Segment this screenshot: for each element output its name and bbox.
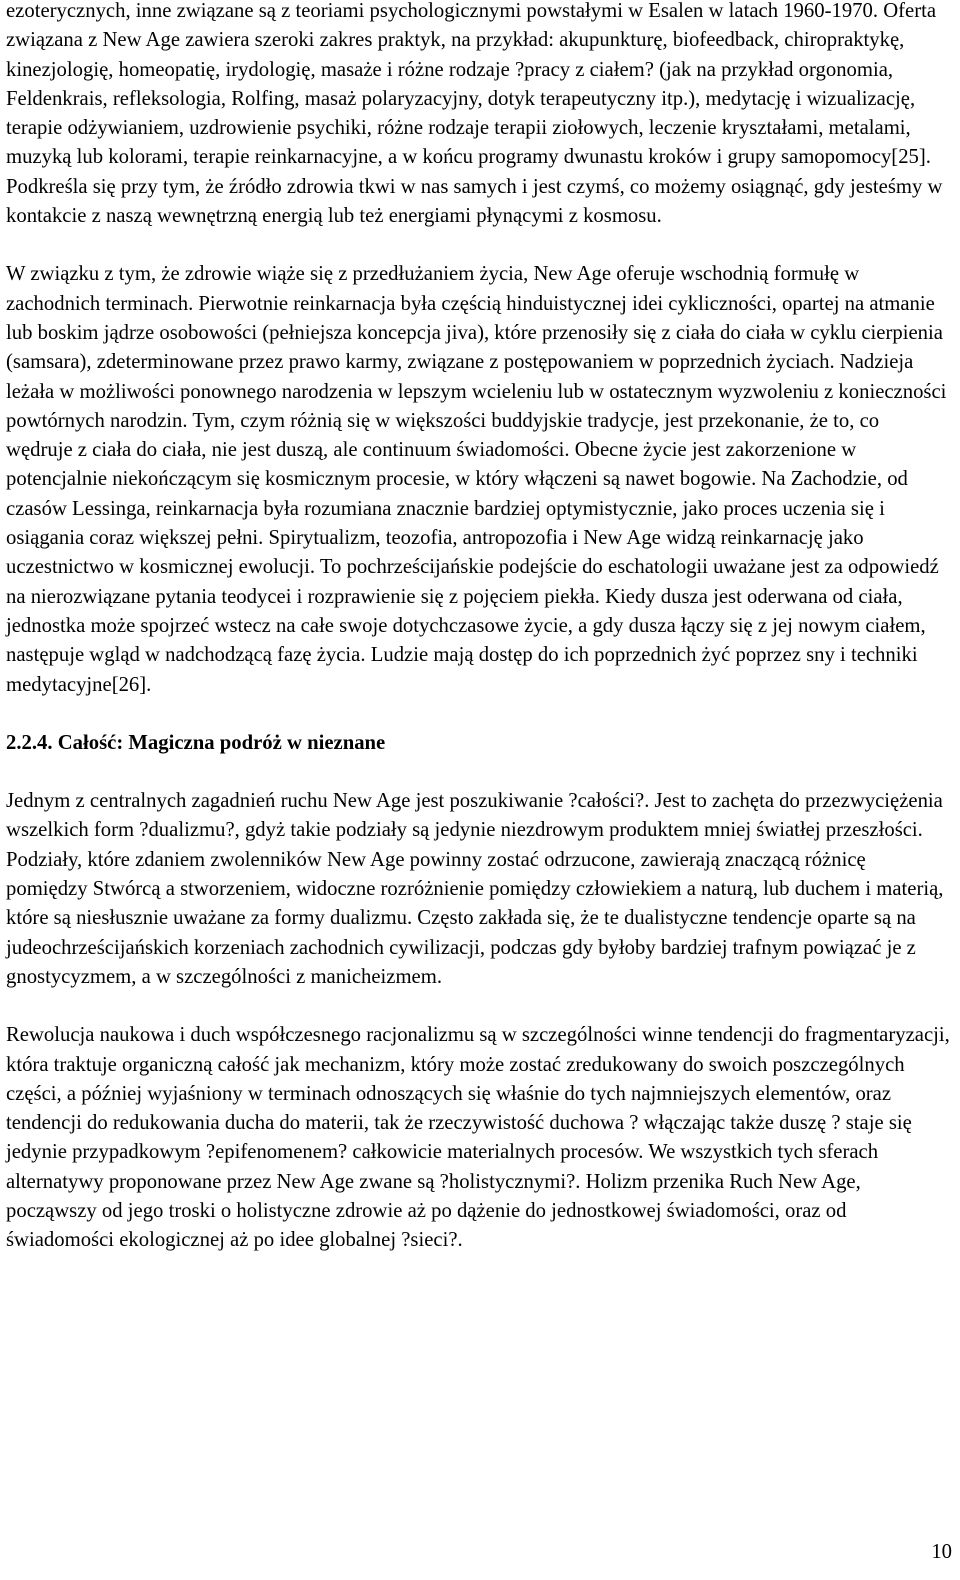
body-paragraph-1: ezoterycznych, inne związane są z teoriami psychologicznymi powstałymi w Esalen w latach 1960-1970. Oferta związana z New Age zawiera szeroki zakres praktyk, na przykład: akupunkturę, biofeedback, chiropraktykę, kinezjologię, homeopatię, irydologię, masaże i różne rodzaje ?pracy z ciałem? (jak na przykład orgonomia, Feldenkrais, refleksologia, Rolfing, masaż polaryzacyjny, dotyk terapeutyczny itp.), medytację i wizualizację, terapie odżywianiem, uzdrowienie psychiki, różne rodzaje terapii ziołowych, leczenie kryształami, metalami, muzyką lub kolorami, terapie reinkarnacyjne, a w końcu programy dwunastu kroków i grupy samopomocy[25]. Podkreśla się przy tym, że źródło zdrowia tkwi w nas samych i jest czymś, co możemy osiągnąć, gdy jesteśmy w kontakcie z naszą wewnętrzną energią lub też energiami płynącymi z kosmosu. bbox=[6, 0, 943, 228]
section-heading: 2.2.4. Całość: Magiczna podróż w nieznane bbox=[6, 731, 386, 754]
page-number: 10 bbox=[931, 1541, 952, 1563]
document-page bbox=[6, 0, 950, 1256]
body-paragraph-2: W związku z tym, że zdrowie wiąże się z przedłużaniem życia, New Age oferuje wschodnią formułę w zachodnich terminach. Pierwotnie reinkarnacja była częścią hinduistycznej idei cykliczności, opartej na atmanie lub boskim jądrze osobowości (pełniejsza koncepcja jiva), które przenosiły się z ciała do ciała w cyklu cierpienia (samsara), zdeterminowane przez prawo karmy, związane z postępowaniem w poprzednich życiach. Nadzieja leżała w możliwości ponownego narodzenia w lepszym wcieleniu lub w ostatecznym wyzwoleniu z konieczności powtórnych narodzin. Tym, czym różnią się w większości buddyjskie tradycje, jest przekonanie, że to, co wędruje z ciała do ciała, nie jest duszą, ale continuum świadomości. Obecne życie jest zakorzenione w potencjalnie niekończącym się kosmicznym procesie, w który włączeni są nawet bogowie. Na Zachodzie, od czasów Lessinga, reinkarnacja była rozumiana znacznie bardziej optymistycznie, jako proces uczenia się i osiągania coraz większej pełni. Spirytualizm, teozofia, antropozofia i New Age widzą reinkarnację jako uczestnictwo w kosmicznej ewolucji. To pochrześcijańskie podejście do eschatologii uważane jest za odpowiedź na nierozwiązane pytania teodycei i rozprawienie się z pojęciem piekła. Kiedy dusza jest oderwana od ciała, jednostka może spojrzeć wstecz na całe swoje dotychczasowe życie, a gdy dusza łączy się z jej nowym ciałem, następuje wgląd w nadchodzącą fazę życia. Ludzie mają dostęp do ich poprzednich żyć poprzez sny i techniki medytacyjne[26]. bbox=[6, 263, 947, 696]
body-paragraph-3: Jednym z centralnych zagadnień ruchu New Age jest poszukiwanie ?całości?. Jest to zachęta do przezwyciężenia wszelkich form ?dualizmu?, gdyż takie podziały są jedynie niezdrowym produktem mniej światłej przeszłości. Podziały, które zdaniem zwolenników New Age powinny zostać odrzucone, zawierają znaczącą różnicę pomiędzy Stwórcą a stworzeniem, widoczne rozróżnienie pomiędzy człowiekiem a naturą, lub duchem i materią, które są niesłusznie uważane za formy dualizmu. Często zakłada się, że te dualistyczne tendencje oparte są na judeochrześcijańskich korzeniach zachodnich cywilizacji, podczas gdy byłoby bardziej trafnym powiązać je z gnostycyzmem, a w szczególności z manicheizmem. bbox=[6, 790, 944, 988]
body-paragraph-4: Rewolucja naukowa i duch współczesnego racjonalizmu są w szczególności winne tendencji do fragmentaryzacji, która traktuje organiczną całość jak mechanizm, który może zostać zredukowany do swoich poszczególnych części, a później wyjaśniony w terminach odnoszących się właśnie do tych najmniejszych elementów, oraz tendencji do redukowania ducha do materii, tak że rzeczywistość duchowa ? włączając także duszę ? staje się jedynie przypadkowym ?epifenomenem? całkowicie materialnych procesów. We wszystkich tych sferach alternatywy proponowane przez New Age zwane są ?holistycznymi?. Holizm przenika Ruch New Age, począwszy od jego troski o holistyczne zdrowie aż po dążenie do jednostkowej świadomości, oraz od świadomości ekologicznej aż po idee globalnej ?sieci?. bbox=[6, 1024, 950, 1252]
